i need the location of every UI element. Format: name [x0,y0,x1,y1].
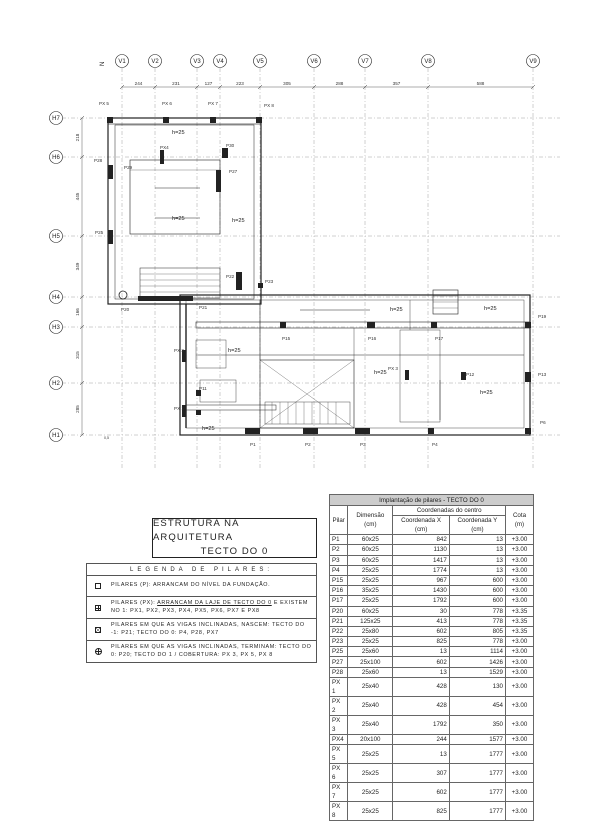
table-row [330,626,534,636]
walls [108,118,530,435]
row-spacing-label: 349 [75,262,80,270]
table-row [330,734,534,744]
grid-col-bubble [359,55,372,68]
grid-col-bubble [308,55,321,68]
grid-row-label: H5 [52,234,60,240]
cell-cota: +3.00 [505,555,533,565]
legend-item [87,597,316,619]
table-row [330,764,534,783]
cell-dimensao: 60x25 [348,606,393,616]
cell-coord-x: 13 [393,667,449,677]
pillar-table [329,494,534,821]
pillar-label: P27 [229,169,238,174]
cell-dimensao: 25x25 [348,565,393,575]
cell-coord-y: 13 [449,535,505,545]
cell-coord-y: 600 [449,575,505,585]
cell-pilar: PX 2 [330,696,348,715]
cell-dimensao: 20x100 [348,734,393,744]
grid-lines [62,68,560,470]
cell-coord-y: 13 [449,555,505,565]
level-label: h=25 [172,130,185,136]
cell-cota: +3.00 [505,647,533,657]
col-spacing-label: 127 [205,81,213,86]
row-spacing-label: 166 [75,308,80,316]
cell-pilar: P2 [330,545,348,555]
col-spacing-label: 357 [393,81,401,86]
cell-cota: +3.00 [505,575,533,585]
table-row [330,647,534,657]
pillar-label: P16 [368,336,377,341]
grid-bubbles [50,55,549,442]
cell-dimensao: 60x25 [348,535,393,545]
table-row [330,555,534,565]
cell-coord-x: 602 [393,783,449,802]
grid-col-bubble [149,55,162,68]
cell-coord-y: 778 [449,606,505,616]
cell-cota: +3.00 [505,586,533,596]
cell-coord-y: 1529 [449,667,505,677]
header-coord-group: Coordenadas do centro [393,506,506,516]
cell-pilar: PX 5 [330,745,348,764]
legend-text: PILARES (PX): ARRANCAM DA LAJE DE TECTO DO 0 E EXISTEM NO 1: PX1, PX2, PX3, PX4, PX5, PX6, PX7 E PX8 [109,597,316,618]
cell-pilar: P20 [330,606,348,616]
table-row [330,783,534,802]
cell-coord-y: 1777 [449,783,505,802]
cell-coord-x: 825 [393,637,449,647]
cell-coord-y: 778 [449,637,505,647]
cell-cota: +3.00 [505,535,533,545]
pillar-label: PX 2 [174,348,184,353]
grid-col-bubble [116,55,129,68]
cell-cota: +3.00 [505,715,533,734]
pillar-label: P19 [538,314,547,319]
grid-col-label: V8 [424,59,432,65]
cell-coord-y: 1577 [449,734,505,744]
grid-col-bubble [254,55,267,68]
table-row [330,545,534,555]
cell-cota: +3.00 [505,764,533,783]
cell-pilar: P1 [330,535,348,545]
grid-row-label: H1 [52,433,60,439]
cell-coord-y: 13 [449,565,505,575]
pillar-label: P29 [124,165,133,170]
col-spacing-label: 588 [477,81,485,86]
cell-pilar: P27 [330,657,348,667]
cell-cota: +3.35 [505,626,533,636]
cell-cota: +3.00 [505,637,533,647]
pillar-label: P1 [250,442,256,447]
cell-coord-y: 805 [449,626,505,636]
pillar-label: P13 [538,372,547,377]
pillar-label: P17 [435,336,444,341]
drawing-title-line2: TECTO DO 0 [201,545,269,559]
cell-pilar: P28 [330,667,348,677]
pillar-label: P28 [94,158,103,163]
cell-coord-y: 600 [449,586,505,596]
table-row [330,657,534,667]
legend-item [87,619,316,641]
level-label: h=25 [172,216,185,222]
pillar-label: P15 [282,336,291,341]
grid-col-label: V1 [118,59,126,65]
drawing-title-line1: ESTRUTURA NA ARQUITETURA [153,517,316,545]
cell-dimensao: 25x40 [348,696,393,715]
legend-text: PILARES (P): ARRANCAM DO NÍVEL DA FUNDAÇÃO. [109,579,316,593]
circle-plus-icon [95,648,102,655]
cell-dimensao: 25x100 [348,657,393,667]
grid-col-label: V6 [310,59,318,65]
side-dim-label: 0,5 [104,436,109,440]
level-label: h=25 [228,348,241,354]
cell-dimensao: 25x25 [348,783,393,802]
grid-col-bubble [191,55,204,68]
grid-row-label: H6 [52,155,60,161]
header-coord-x: Coordenada X (cm) [393,516,449,535]
col-spacing-label: 288 [336,81,344,86]
cell-dimensao: 60x25 [348,545,393,555]
pillar-label: P23 [265,279,274,284]
pillar-label: P20 [121,307,130,312]
cell-pilar: PX 8 [330,802,348,821]
pillars [107,117,531,434]
cell-pilar: P4 [330,565,348,575]
cell-dimensao: 25x80 [348,626,393,636]
cell-pilar: P16 [330,586,348,596]
cell-coord-y: 130 [449,677,505,696]
legend-item [87,576,316,597]
grid-col-bubble [422,55,435,68]
grid-row-label: H3 [52,325,60,331]
header-coord-y: Coordenada Y (cm) [449,516,505,535]
row-spacing-label: 285 [75,405,80,413]
cell-pilar: P15 [330,575,348,585]
grid-col-label: V7 [361,59,369,65]
cell-coord-x: 842 [393,535,449,545]
cell-coord-x: 1417 [393,555,449,565]
cell-coord-y: 1777 [449,764,505,783]
cell-dimensao: 25x25 [348,802,393,821]
row-spacing-label: 445 [75,192,80,200]
pillar-label: PX 6 [162,101,172,106]
cell-dimensao: 60x25 [348,555,393,565]
pillar-label: P30 [226,143,235,148]
cell-coord-x: 1792 [393,715,449,734]
table-row [330,535,534,545]
level-label: h=25 [374,370,387,376]
cell-coord-y: 1777 [449,802,505,821]
cell-coord-y: 13 [449,545,505,555]
cell-dimensao: 25x60 [348,667,393,677]
col-spacing-label: 223 [236,81,244,86]
cell-cota: +3.00 [505,565,533,575]
grid-col-label: V4 [216,59,224,65]
cell-coord-x: 30 [393,606,449,616]
cell-dimensao: 25x40 [348,715,393,734]
cell-cota: +3.00 [505,745,533,764]
cell-dimensao: 25x25 [348,745,393,764]
pillar-label: P4 [432,442,438,447]
cell-cota: +3.00 [505,667,533,677]
cell-dimensao: 25x25 [348,596,393,606]
grid-col-label: V2 [151,59,159,65]
cell-coord-x: 1130 [393,545,449,555]
cell-coord-x: 602 [393,626,449,636]
cell-dimensao: 35x25 [348,586,393,596]
cell-coord-x: 602 [393,657,449,667]
header-pilar: Pilar [330,506,348,535]
legend-text: PILARES EM QUE AS VIGAS INCLINADAS, NASCEM: TECTO DO -1: P21; TECTO DO 0: P4, P28, PX7 [109,619,316,640]
table-row [330,745,534,764]
pillar-label: P11 [199,386,207,391]
table-caption: Implantação de pilares - TECTO DO 0 [330,495,534,506]
cell-coord-x: 825 [393,802,449,821]
level-label: h=25 [390,307,403,313]
drawing-title [152,518,317,558]
cell-dimensao: 25x40 [348,677,393,696]
cell-cota: +3.00 [505,545,533,555]
pillar-label: PX 1 [174,406,184,411]
cell-coord-y: 1114 [449,647,505,657]
grid-col-label: V9 [529,59,537,65]
square-cross-icon [95,627,101,633]
pillar-label: P12 [466,372,475,377]
grid-col-label: V5 [256,59,264,65]
table-row [330,696,534,715]
cell-coord-x: 13 [393,745,449,764]
cell-coord-x: 1430 [393,586,449,596]
cell-coord-y: 350 [449,715,505,734]
cell-cota: +3.00 [505,596,533,606]
cell-coord-y: 1426 [449,657,505,667]
header-cota: Cota (m) [505,506,533,535]
square-icon [95,583,101,589]
cell-coord-x: 967 [393,575,449,585]
pillar-label: PX 8 [264,103,274,108]
pillar-legend [86,563,317,663]
cell-cota: +3.00 [505,734,533,744]
cell-coord-y: 778 [449,616,505,626]
cell-coord-x: 413 [393,616,449,626]
cell-cota: +3.00 [505,802,533,821]
pillar-label: P22 [226,274,235,279]
cell-pilar: PX 1 [330,677,348,696]
level-label: h=25 [232,218,245,224]
pillar-label: PX 5 [99,101,109,106]
level-label: h=25 [202,426,215,432]
table-row [330,677,534,696]
pillar-label: PX4 [160,145,169,150]
level-label: h=25 [480,390,493,396]
table-row [330,565,534,575]
table-row [330,586,534,596]
cell-pilar: P22 [330,626,348,636]
legend-heading: LEGENDA DE PILARES: [87,564,316,576]
cell-dimensao: 25x60 [348,647,393,657]
grid-col-bubble [214,55,227,68]
table-row [330,596,534,606]
cell-dimensao: 25x25 [348,575,393,585]
north-label: N [100,62,106,66]
cell-cota: +3.00 [505,657,533,667]
table-row [330,802,534,821]
pillar-label: P6 [540,420,546,425]
cell-pilar: PX 6 [330,764,348,783]
cell-cota: +3.00 [505,783,533,802]
cell-cota: +3.35 [505,606,533,616]
row-spacing-label: 218 [75,133,80,141]
grid-row-label: H4 [52,295,60,301]
table-row [330,637,534,647]
grid-row-label: H7 [52,116,60,122]
cell-coord-x: 307 [393,764,449,783]
cell-dimensao: 25x25 [348,764,393,783]
col-spacing-label: 231 [172,81,180,86]
cell-pilar: P23 [330,637,348,647]
table-row [330,575,534,585]
table-row [330,606,534,616]
cell-pilar: P3 [330,555,348,565]
level-label: h=25 [484,306,497,312]
cell-dimensao: 125x25 [348,616,393,626]
table-row [330,667,534,677]
legend-text: PILARES EM QUE AS VIGAS INCLINADAS, TERMINAM: TECTO DO 0: P20; TECTO DO 1 / COBERTURA: PX 3, PX 5, PX 8 [109,641,316,662]
grid-col-bubble [527,55,540,68]
cell-cota: +3.00 [505,677,533,696]
legend-item [87,641,316,662]
pillar-label: PX 3 [388,366,398,371]
col-spacing-label: 305 [283,81,291,86]
cell-pilar: PX 7 [330,783,348,802]
col-spacing-label: 244 [135,81,143,86]
cell-coord-x: 1774 [393,565,449,575]
header-dimensao: Dimensão (cm) [348,506,393,535]
cell-coord-y: 600 [449,596,505,606]
cell-coord-x: 13 [393,647,449,657]
cell-pilar: P25 [330,647,348,657]
cell-pilar: PX 3 [330,715,348,734]
cell-coord-x: 428 [393,696,449,715]
table-row [330,715,534,734]
pillar-label: P21 [199,305,208,310]
cell-dimensao: 25x25 [348,637,393,647]
grid-row-label: H2 [52,381,60,387]
pillar-label: P25 [95,230,104,235]
cell-pilar: P21 [330,616,348,626]
cell-coord-x: 244 [393,734,449,744]
square-plus-icon [95,605,101,611]
cell-coord-y: 454 [449,696,505,715]
cell-pilar: PX4 [330,734,348,744]
cell-cota: +3.35 [505,616,533,626]
cell-coord-x: 1792 [393,596,449,606]
pillar-label: P3 [360,442,366,447]
cell-pilar: P17 [330,596,348,606]
row-spacing-label: 315 [75,351,80,359]
cell-cota: +3.00 [505,696,533,715]
cell-coord-y: 1777 [449,745,505,764]
pillar-label: PX 7 [208,101,218,106]
cell-coord-x: 428 [393,677,449,696]
table-row [330,616,534,626]
pillar-label: P2 [305,442,311,447]
grid-col-label: V3 [193,59,201,65]
